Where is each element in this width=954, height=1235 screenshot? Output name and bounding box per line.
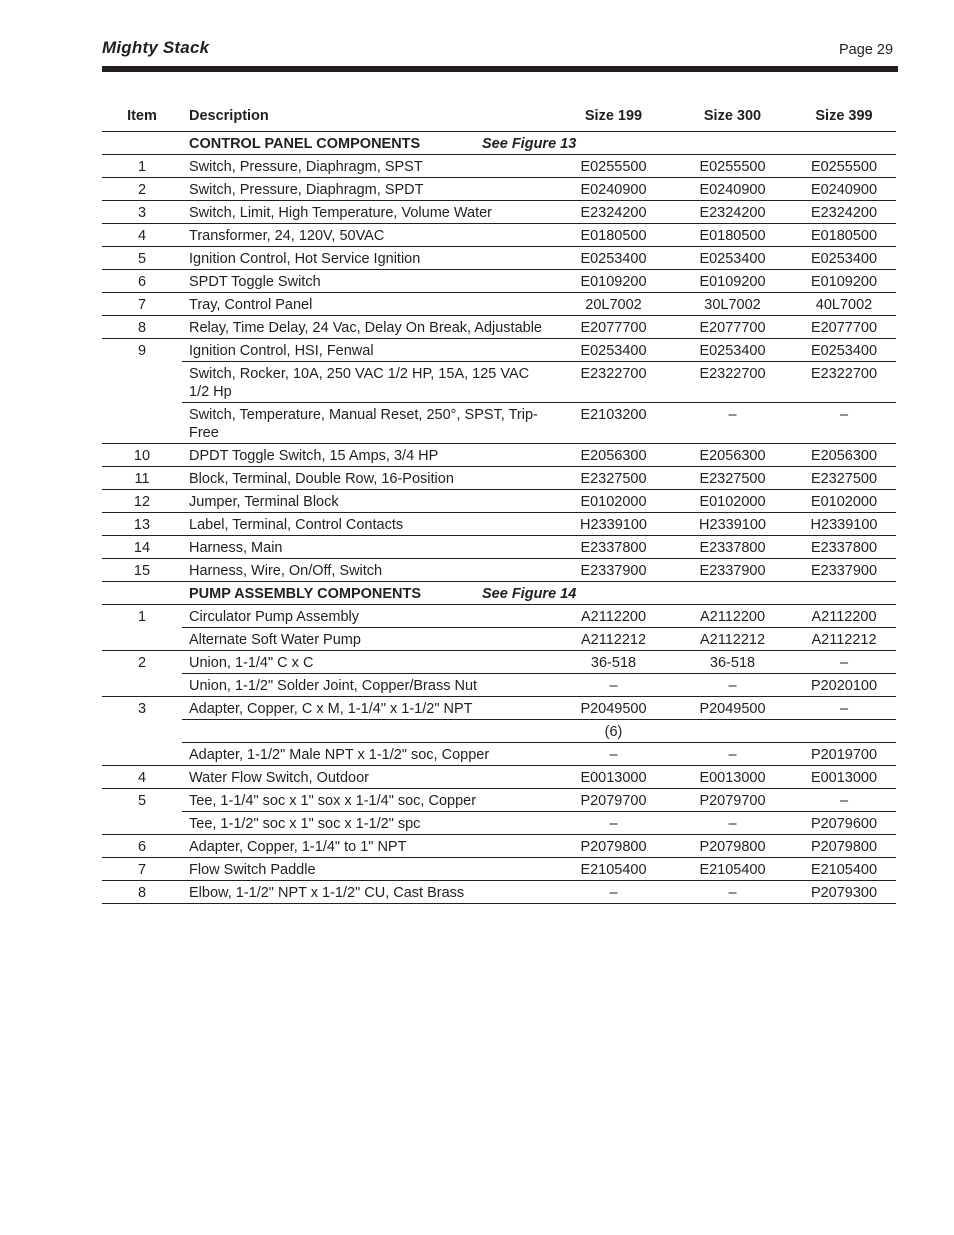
table-row xyxy=(102,674,896,697)
table-row xyxy=(102,403,896,444)
size-199-part: – xyxy=(554,881,673,904)
parts-table xyxy=(102,100,896,904)
item-number: 1 xyxy=(102,605,182,651)
size-199-part: E0255500 xyxy=(554,155,673,178)
size-399-part: A2112212 xyxy=(792,628,896,651)
column-header-description: Description xyxy=(182,100,554,132)
table-row xyxy=(102,201,896,224)
section-header-row xyxy=(102,582,896,605)
size-199-part: E2337800 xyxy=(554,536,673,559)
table-row xyxy=(102,490,896,513)
size-199-part: 36-518 xyxy=(554,651,673,674)
part-description: Switch, Rocker, 10A, 250 VAC 1/2 HP, 15A, 125 VAC 1/2 Hp xyxy=(182,362,554,403)
part-description: Harness, Main xyxy=(182,536,554,559)
size-300-part: 30L7002 xyxy=(673,293,792,316)
item-number: 11 xyxy=(102,467,182,490)
column-header-size-300: Size 300 xyxy=(673,100,792,132)
size-199-part: E0253400 xyxy=(554,339,673,362)
table-row xyxy=(102,605,896,628)
size-300-part: P2049500 xyxy=(673,697,792,720)
size-300-part: E0109200 xyxy=(673,270,792,293)
size-199-part: P2079800 xyxy=(554,835,673,858)
table-row xyxy=(102,858,896,881)
size-399-part: P2079600 xyxy=(792,812,896,835)
size-300-part: E0102000 xyxy=(673,490,792,513)
part-description: Harness, Wire, On/Off, Switch xyxy=(182,559,554,582)
section-header-row xyxy=(102,132,896,155)
item-number: 3 xyxy=(102,697,182,766)
part-description: Tee, 1-1/4" soc x 1" sox x 1-1/4" soc, Copper xyxy=(182,789,554,812)
size-300-part: E0253400 xyxy=(673,339,792,362)
item-number: 4 xyxy=(102,224,182,247)
size-199-part: A2112212 xyxy=(554,628,673,651)
item-number: 9 xyxy=(102,339,182,444)
part-description: Water Flow Switch, Outdoor xyxy=(182,766,554,789)
section-header-cell xyxy=(182,582,896,605)
size-399-part: P2019700 xyxy=(792,743,896,766)
table-row xyxy=(102,316,896,339)
part-description: Flow Switch Paddle xyxy=(182,858,554,881)
table-row xyxy=(102,270,896,293)
table-row xyxy=(102,444,896,467)
size-300-part: – xyxy=(673,743,792,766)
table-row xyxy=(102,789,896,812)
size-399-part: E2105400 xyxy=(792,858,896,881)
part-description: Adapter, Copper, 1-1/4" to 1" NPT xyxy=(182,835,554,858)
size-300-part: A2112200 xyxy=(673,605,792,628)
size-300-part: E0013000 xyxy=(673,766,792,789)
size-399-part: E0102000 xyxy=(792,490,896,513)
part-description: Block, Terminal, Double Row, 16-Position xyxy=(182,467,554,490)
size-399-part: P2079300 xyxy=(792,881,896,904)
size-199-part: E0240900 xyxy=(554,178,673,201)
size-199-part: – xyxy=(554,674,673,697)
header-rule xyxy=(102,66,898,72)
size-300-part: – xyxy=(673,881,792,904)
size-199-part: E2327500 xyxy=(554,467,673,490)
table-row xyxy=(102,766,896,789)
table-row xyxy=(102,467,896,490)
size-300-part: E2337800 xyxy=(673,536,792,559)
part-description: Switch, Limit, High Temperature, Volume Water xyxy=(182,201,554,224)
item-number: 6 xyxy=(102,835,182,858)
item-number: 3 xyxy=(102,201,182,224)
part-description: Circulator Pump Assembly xyxy=(182,605,554,628)
size-199-part: E2077700 xyxy=(554,316,673,339)
item-number: 1 xyxy=(102,155,182,178)
item-number: 8 xyxy=(102,316,182,339)
table-row xyxy=(102,812,896,835)
part-description: SPDT Toggle Switch xyxy=(182,270,554,293)
item-number: 13 xyxy=(102,513,182,536)
size-399-part: – xyxy=(792,403,896,444)
size-300-part: – xyxy=(673,674,792,697)
section-header-cell xyxy=(182,132,896,155)
part-description: Alternate Soft Water Pump xyxy=(182,628,554,651)
part-description: Ignition Control, HSI, Fenwal xyxy=(182,339,554,362)
section-item-cell xyxy=(102,582,182,605)
table-row xyxy=(102,178,896,201)
table-row xyxy=(102,536,896,559)
part-description: Ignition Control, Hot Service Ignition xyxy=(182,247,554,270)
table-header-row xyxy=(102,100,896,132)
item-number: 5 xyxy=(102,247,182,270)
table-row xyxy=(102,628,896,651)
size-199-part: E0013000 xyxy=(554,766,673,789)
size-199-part: 20L7002 xyxy=(554,293,673,316)
table-row xyxy=(102,651,896,674)
item-number: 15 xyxy=(102,559,182,582)
parts-table-body xyxy=(102,132,896,904)
table-row xyxy=(102,559,896,582)
table-row xyxy=(102,247,896,270)
item-number: 5 xyxy=(102,789,182,835)
size-300-part: E2105400 xyxy=(673,858,792,881)
size-199-part: E0109200 xyxy=(554,270,673,293)
column-header-size-199: Size 199 xyxy=(554,100,673,132)
part-description: Tray, Control Panel xyxy=(182,293,554,316)
size-300-part: E2324200 xyxy=(673,201,792,224)
brand-title: Mighty Stack xyxy=(102,38,210,57)
part-description: Switch, Pressure, Diaphragm, SPST xyxy=(182,155,554,178)
size-199-part: E2322700 xyxy=(554,362,673,403)
part-description: DPDT Toggle Switch, 15 Amps, 3/4 HP xyxy=(182,444,554,467)
part-description: Relay, Time Delay, 24 Vac, Delay On Break, Adjustable xyxy=(182,316,554,339)
table-row xyxy=(102,155,896,178)
size-399-part: E2322700 xyxy=(792,362,896,403)
size-399-part: 40L7002 xyxy=(792,293,896,316)
size-399-part: E0109200 xyxy=(792,270,896,293)
size-399-part: E0013000 xyxy=(792,766,896,789)
size-300-part: E2337900 xyxy=(673,559,792,582)
item-number: 10 xyxy=(102,444,182,467)
size-199-part: E0180500 xyxy=(554,224,673,247)
size-399-part: P2020100 xyxy=(792,674,896,697)
page-number: Page 29 xyxy=(839,42,894,58)
size-399-part: H2339100 xyxy=(792,513,896,536)
table-row xyxy=(102,835,896,858)
part-description: Union, 1-1/4" C x C xyxy=(182,651,554,674)
size-199-part: E2105400 xyxy=(554,858,673,881)
size-199-part: H2339100 xyxy=(554,513,673,536)
table-row xyxy=(102,881,896,904)
part-description xyxy=(182,720,554,743)
size-199-part: E0102000 xyxy=(554,490,673,513)
column-header-item: Item xyxy=(102,100,182,132)
part-description: Label, Terminal, Control Contacts xyxy=(182,513,554,536)
part-description: Transformer, 24, 120V, 50VAC xyxy=(182,224,554,247)
table-row xyxy=(102,720,896,743)
section-title: PUMP ASSEMBLY COMPONENTS xyxy=(189,586,422,602)
item-number: 7 xyxy=(102,858,182,881)
size-300-part: – xyxy=(673,403,792,444)
size-399-part: P2079800 xyxy=(792,835,896,858)
part-description: Elbow, 1-1/2" NPT x 1-1/2" CU, Cast Brass xyxy=(182,881,554,904)
size-399-part: A2112200 xyxy=(792,605,896,628)
size-300-part: E2327500 xyxy=(673,467,792,490)
size-300-part: P2079700 xyxy=(673,789,792,812)
size-399-part: – xyxy=(792,697,896,720)
size-199-part: E2103200 xyxy=(554,403,673,444)
size-399-part: E0180500 xyxy=(792,224,896,247)
table-row xyxy=(102,743,896,766)
size-399-part: E2324200 xyxy=(792,201,896,224)
item-number: 4 xyxy=(102,766,182,789)
size-300-part: P2079800 xyxy=(673,835,792,858)
size-399-part: E2337900 xyxy=(792,559,896,582)
size-399-part: – xyxy=(792,651,896,674)
size-300-part: E0180500 xyxy=(673,224,792,247)
section-figure-ref: See Figure 14 xyxy=(482,586,577,602)
part-description: Union, 1-1/2" Solder Joint, Copper/Brass Nut xyxy=(182,674,554,697)
size-399-part: E0253400 xyxy=(792,247,896,270)
table-row xyxy=(102,697,896,720)
size-300-part xyxy=(673,720,792,743)
size-300-part: E0240900 xyxy=(673,178,792,201)
size-399-part: E0240900 xyxy=(792,178,896,201)
item-number: 2 xyxy=(102,651,182,697)
size-399-part: E2327500 xyxy=(792,467,896,490)
section-item-cell xyxy=(102,132,182,155)
size-199-part: P2079700 xyxy=(554,789,673,812)
size-300-part: 36-518 xyxy=(673,651,792,674)
size-399-part: E2337800 xyxy=(792,536,896,559)
size-300-part: – xyxy=(673,812,792,835)
part-description: Adapter, Copper, C x M, 1-1/4" x 1-1/2" NPT xyxy=(182,697,554,720)
size-199-part: – xyxy=(554,743,673,766)
size-300-part: H2339100 xyxy=(673,513,792,536)
item-number: 12 xyxy=(102,490,182,513)
section-figure-ref: See Figure 13 xyxy=(482,136,577,152)
item-number: 7 xyxy=(102,293,182,316)
size-199-part: P2049500 xyxy=(554,697,673,720)
size-300-part: E2322700 xyxy=(673,362,792,403)
column-header-size-399: Size 399 xyxy=(792,100,896,132)
item-number: 14 xyxy=(102,536,182,559)
size-399-part: – xyxy=(792,789,896,812)
size-300-part: A2112212 xyxy=(673,628,792,651)
item-number: 2 xyxy=(102,178,182,201)
section-title: CONTROL PANEL COMPONENTS xyxy=(189,136,421,152)
table-row xyxy=(102,362,896,403)
item-number: 6 xyxy=(102,270,182,293)
size-399-part: E2077700 xyxy=(792,316,896,339)
size-399-part: E0253400 xyxy=(792,339,896,362)
part-description: Switch, Pressure, Diaphragm, SPDT xyxy=(182,178,554,201)
size-300-part: E2056300 xyxy=(673,444,792,467)
item-number: 8 xyxy=(102,881,182,904)
size-199-part: E0253400 xyxy=(554,247,673,270)
size-199-part: E2324200 xyxy=(554,201,673,224)
size-199-part: E2056300 xyxy=(554,444,673,467)
size-199-part: – xyxy=(554,812,673,835)
table-row xyxy=(102,224,896,247)
size-399-part: E2056300 xyxy=(792,444,896,467)
table-row xyxy=(102,513,896,536)
part-description: Switch, Temperature, Manual Reset, 250°, SPST, Trip-Free xyxy=(182,403,554,444)
size-399-part xyxy=(792,720,896,743)
part-description: Tee, 1-1/2" soc x 1" soc x 1-1/2" spc xyxy=(182,812,554,835)
size-399-part: E0255500 xyxy=(792,155,896,178)
part-description: Jumper, Terminal Block xyxy=(182,490,554,513)
size-300-part: E2077700 xyxy=(673,316,792,339)
size-300-part: E0255500 xyxy=(673,155,792,178)
part-description: Adapter, 1-1/2" Male NPT x 1-1/2" soc, Copper xyxy=(182,743,554,766)
table-row xyxy=(102,293,896,316)
size-199-part: (6) xyxy=(554,720,673,743)
size-199-part: E2337900 xyxy=(554,559,673,582)
table-row xyxy=(102,339,896,362)
size-199-part: A2112200 xyxy=(554,605,673,628)
size-300-part: E0253400 xyxy=(673,247,792,270)
